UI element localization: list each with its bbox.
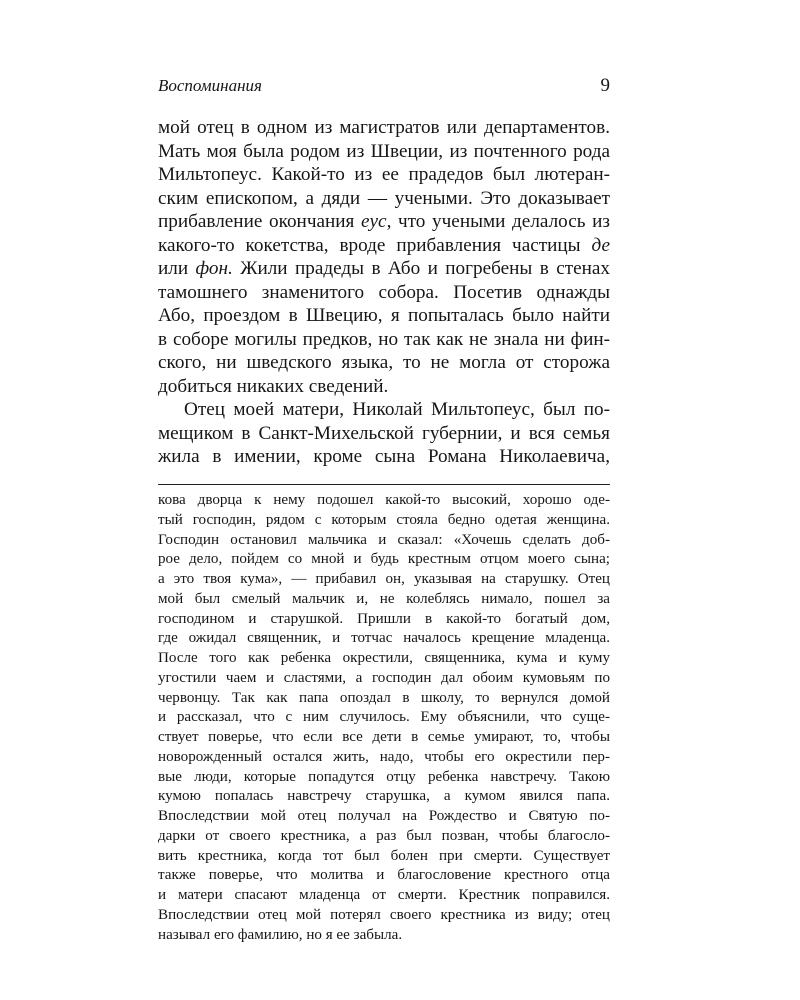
footnote-line: и матери спасают младенца от смерти. Крестник поправился. bbox=[158, 887, 610, 903]
footnote-line: дарки от своего крестника, а раз был позван, чтобы благосло- bbox=[158, 827, 610, 844]
italic-word: де bbox=[591, 234, 611, 256]
footnote-line: и рассказал, что с ним случилось. Ему объяснили, что суще- bbox=[158, 709, 610, 726]
footnote bbox=[158, 491, 610, 945]
running-head bbox=[158, 74, 610, 98]
footnote-line: После того как ребенка окрестили, священника, кума и куму bbox=[158, 650, 610, 666]
text-line bbox=[158, 257, 610, 281]
page-number: 9 bbox=[600, 75, 610, 96]
text-line bbox=[158, 210, 610, 234]
text-segment: или bbox=[158, 258, 189, 279]
footnote-line: мой был смелый мальчик и, не колеблясь нимало, пошел за bbox=[158, 590, 610, 607]
footnote-line: кова дворца к нему подошел какой-то высокий, хорошо оде- bbox=[158, 492, 610, 508]
footnote-line: угостили чаем и сластями, а господин дал обоим кумовьям по bbox=[158, 669, 610, 686]
footnote-line: новорожденный остался жить, надо, чтобы его окрестили пер- bbox=[158, 748, 610, 765]
text-segment: прибавление окончания bbox=[158, 211, 355, 232]
footnote-line: а это твоя кума», — прибавил он, указывая на старушку. Отец bbox=[158, 571, 610, 587]
footnote-line: вые люди, которые попадутся отцу ребенка навстречу. Такою bbox=[158, 768, 610, 785]
footnote-line: кумою попалась навстречу старушка, а кумом явился папа. bbox=[158, 788, 610, 805]
text-line: ского, ни шведского языка, то не могла от сторожа bbox=[158, 352, 610, 373]
main-text bbox=[158, 116, 610, 469]
text-line: жила в имении, кроме сына Романа Николаевича, bbox=[158, 446, 610, 467]
footnote-line: ствует поверье, что если все дети в семье умирают, то, чтобы bbox=[158, 729, 610, 745]
text-line bbox=[158, 234, 610, 258]
footnote-line: тый господин, рядом с которым стояла бедно одетая женщина. bbox=[158, 511, 610, 528]
text-line: ским епископом, а дяди — учеными. Это доказывает bbox=[158, 187, 610, 209]
footnote-line: называл его фамилию, но я ее забыла. bbox=[158, 926, 403, 943]
text-line: Мать моя была родом из Швеции, из почтенного рода bbox=[158, 140, 610, 162]
text-line: тамошнего знаменитого собора. Посетив однажды bbox=[158, 281, 610, 303]
footnote-divider bbox=[158, 484, 610, 485]
text-line: добиться никаких сведений. bbox=[158, 375, 389, 397]
italic-word: еус bbox=[361, 211, 387, 232]
text-segment: , что учеными делалось из bbox=[386, 211, 610, 232]
footnote-line: также поверье, что молитва и благословение крестного отца bbox=[158, 867, 610, 884]
text-line: мой отец в одном из магистратов или департаментов. bbox=[158, 117, 610, 138]
text-segment: какого-то кокетства, вроде прибавления частицы bbox=[158, 234, 581, 256]
footnote-line: вить крестника, когда тот был болен при смерти. Существует bbox=[158, 847, 610, 864]
text-line: Отец моей матери, Николай Мильтопеус, был по- bbox=[184, 399, 610, 420]
italic-word: фон. bbox=[195, 258, 233, 279]
footnote-line: рое дело, пойдем со мной и будь крестным отцом моего сына; bbox=[158, 551, 610, 568]
text-segment: Жили прадеды в Або и погребены в стенах bbox=[232, 258, 610, 279]
text-line: мещиком в Санкт-Михельской губернии, и вся семья bbox=[158, 422, 610, 444]
text-line: Або, проездом в Швецию, я попыталась было найти bbox=[158, 305, 610, 326]
footnote-line: Впоследствии отец мой потерял своего крестника из виду; отец bbox=[158, 906, 610, 923]
footnote-line: Господин остановил мальчика и сказал: «Хочешь сделать доб- bbox=[158, 531, 610, 548]
footnote-line: Впоследствии мой отец получал на Рождество и Святую по- bbox=[158, 808, 610, 824]
footnote-line: господином и старушкой. Пришли в какой-то богатый дом, bbox=[158, 610, 610, 627]
text-line: Мильтопеус. Какой-то из ее прадедов был лютеран- bbox=[158, 164, 610, 185]
running-title: Воспоминания bbox=[158, 76, 262, 95]
footnote-line: червонцу. Так как папа опоздал в школу, то вернулся домой bbox=[158, 689, 610, 706]
footnote-line: где ожидал священник, и тотчас началось крещение младенца. bbox=[158, 630, 610, 647]
text-line: в соборе могилы предков, но так как не знала ни фин- bbox=[158, 328, 610, 350]
